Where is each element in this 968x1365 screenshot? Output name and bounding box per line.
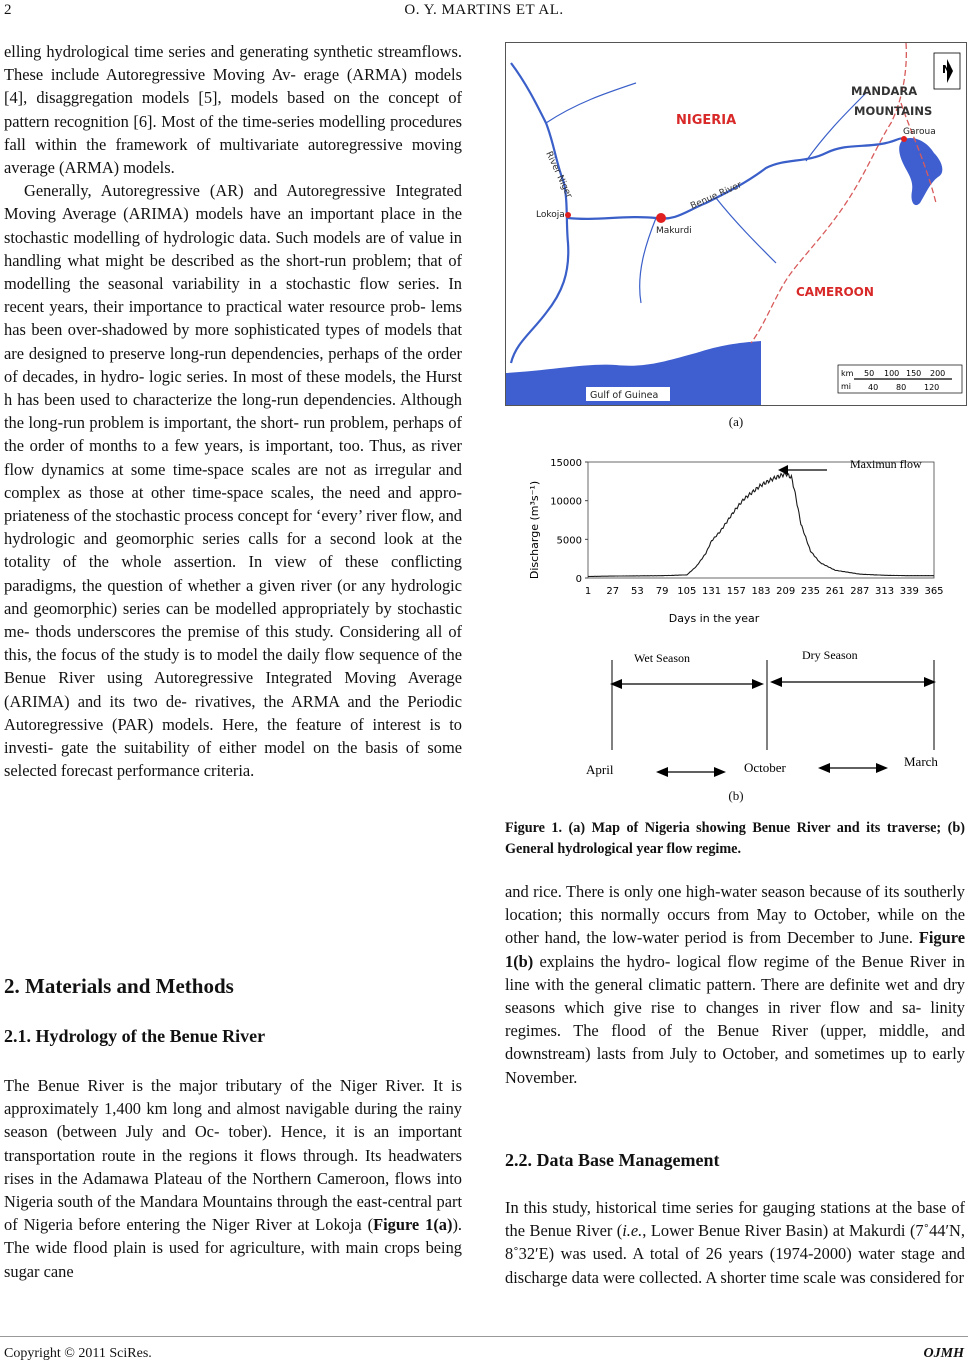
footer-rule	[0, 1336, 968, 1337]
figure-1a-label: (a)	[728, 414, 744, 429]
map-label-gulf: Gulf of Guinea	[590, 390, 659, 401]
map-label-mandara: MANDARA	[851, 84, 918, 98]
x-tick-label: 313	[875, 586, 895, 597]
figure-1b-chart	[522, 450, 950, 780]
x-tick-label: 183	[751, 586, 771, 597]
text: , Lower Benue River Basin) at Makurdi (7˚44′N, 8˚32′E) was used. A total of 26 years (1974-2000) water stage and discharge data were collected. A shorter time scale was considered for	[505, 1221, 965, 1287]
text: and rice. There is only one high-water season because of its southerly location; this normally occurs from May to October, while on the other hand, the low-water period is from December to June.	[505, 882, 965, 948]
right-column-text	[505, 880, 965, 1089]
map-label-garoua: Garoua	[903, 127, 936, 137]
y-tick-label: 0	[575, 574, 582, 585]
figure-caption: Figure 1. (a) Map of Nigeria showing Benue River and its traverse; (b) General hydrological year flow regime.	[505, 820, 965, 857]
scale-tick: 40	[868, 383, 879, 392]
text: explains the hydro- logical flow regime of the Benue River in line with the general climatic pattern. There are definite wet and dry seasons which give rise to changes in river flow and sa- linity regimes. The flood of the Benue River (upper, middle, and downstream) lasts from July to October, and sometimes up to early November.	[505, 951, 965, 1087]
x-axis-label: Days in the year	[668, 612, 760, 625]
x-tick-label: 1	[584, 586, 592, 597]
x-tick-label: 287	[850, 586, 870, 597]
journal-name: OJMH	[923, 1346, 964, 1361]
scale-tick: 100	[884, 369, 900, 378]
scale-mi-label: mi	[841, 382, 852, 391]
x-tick-label: 53	[631, 586, 644, 597]
x-tick-label: 235	[800, 586, 820, 597]
text: The Benue River is the major tributary of the Niger River. It is approximately 1,400 km long and almost navigable during the rainy season (between July and Oc- tober). Hence, it is an important transportation route in the regions it flows through. Its headwaters rises in the Adamawa Plateau of the Northern Cameroon, flows into Nigeria south of the Mandara Mountains through the east-central part of Nigeria before entering the Niger River at Lokoja (	[4, 1076, 462, 1235]
hydrology-paragraph	[4, 1074, 462, 1283]
paragraph: Generally, Autoregressive (AR) and Autoregressive Integrated Moving Average (ARIMA) models have an important place in the stochastic modelling of hydrologic data. Such models are of value in handling what might be described as the short-run problem; that of modelling the seasonal variability in a stochastic flow series. In recent years, their importance to practical water resource prob- lems has been over-shadowed by more sophisticated types of models that are designed to preserve long-run dependencies, perhaps of the order of decades, in hydro- logic series. In most of these models, the Hurst h has been used to characterize the long-run dependencies. Although the long-run problem is important, the short- run problem, perhaps of the order of months to a few years, is important, too. Thus, as river flow dynamics at some time-space scales are not as irregular and complex as those at other time-space scales, the need and appro- priateness of the stochastic process concept for ‘every’ river flow, and hydrologic and geomorphic series calls for a second look at the totality of the whole assertion. In view of these conflicting paradigms, the question of whether a given river (or any hydrologic and geomorphic) series can be modelled appropriately by stochastic me- thods underscores the premise of this study. Considering all of this, the focus of the study is to model the daily flow sequence of the Benue River using Autoregressive Integrated Moving Average (ARIMA) and its two de- rivatives, the ARMA and the Periodic Autoregressive (PAR) models. Here, the feature of interest is to investi- gate the suitability of either model on the basis of some selected forecast performance criteria.	[4, 181, 462, 781]
x-tick-label: 105	[677, 586, 697, 597]
scale-tick: 80	[896, 383, 907, 392]
dry-season-label: Dry Season	[802, 648, 858, 662]
text: In this study, historical time series for gauging stations at the base of the Benue River (	[505, 1198, 965, 1241]
map-label-nigeria: NIGERIA	[676, 113, 737, 128]
october-label: October	[744, 760, 786, 775]
map-label-makurdi: Makurdi	[656, 226, 692, 236]
paragraph: elling hydrological time series and generating synthetic streamflows. These include Autoregressive Moving Av- erage (ARMA) models [4], disaggregation models [5], models based on the concept of pattern recognition [6]. Most of the time-series modelling procedures fall within the framework of multivariate autoregressive moving average (ARMA) models.	[4, 42, 462, 178]
march-label: March	[904, 754, 938, 769]
north-label: N	[942, 63, 952, 76]
scale-tick: 50	[864, 369, 875, 378]
april-label: April	[586, 762, 614, 777]
figure-reference[interactable]: Figure 1(a)	[373, 1215, 453, 1235]
figure-reference[interactable]: Figure 1(b)	[505, 928, 965, 971]
scale-tick: 120	[924, 383, 940, 392]
page-number: 2	[4, 2, 12, 18]
x-tick-label: 261	[825, 586, 845, 597]
x-tick-label: 131	[702, 586, 722, 597]
scale-tick: 150	[906, 369, 922, 378]
y-tick-label: 5000	[556, 535, 582, 547]
x-tick-label: 365	[924, 586, 944, 597]
y-tick-label: 10000	[550, 496, 582, 508]
x-tick-label: 339	[899, 586, 919, 597]
map-label-benue-river: Benue River	[689, 180, 744, 212]
subsection-heading: 2.2. Data Base Management	[505, 1150, 720, 1170]
subsection-heading: 2.1. Hydrology of the Benue River	[4, 1026, 266, 1046]
x-tick-label: 209	[776, 586, 796, 597]
figure-1a-map	[505, 42, 967, 406]
copyright-notice: Copyright © 2011 SciRes.	[4, 1346, 152, 1361]
map-label-river-niger: River Niger	[543, 150, 574, 200]
left-column-text	[4, 40, 462, 783]
maximum-flow-annotation: Maximun flow	[850, 457, 922, 471]
text: i.e.	[622, 1221, 643, 1241]
wet-season-label: Wet Season	[634, 651, 691, 665]
map-label-mountains: MOUNTAINS	[854, 104, 933, 118]
map-label-cameroon: CAMEROON	[796, 285, 874, 299]
y-axis-label: Discharge (m³s⁻¹)	[528, 480, 541, 580]
x-tick-label: 27	[606, 586, 620, 597]
scale-km-label: km	[841, 369, 854, 378]
map-label-lokoja: Lokoja	[536, 210, 565, 220]
y-tick-label: 15000	[550, 458, 582, 469]
section-heading: 2. Materials and Methods	[4, 974, 234, 998]
text: ). The wide flood plain is used for agriculture, with main crops being sugar cane	[4, 1215, 462, 1281]
scale-tick: 200	[930, 369, 946, 378]
x-tick-label: 79	[655, 586, 669, 597]
figure-1b-label: (b)	[728, 788, 744, 803]
x-tick-label: 157	[726, 586, 746, 597]
running-header-authors: O. Y. MARTINS ET AL.	[404, 2, 564, 18]
database-paragraph	[505, 1196, 965, 1289]
